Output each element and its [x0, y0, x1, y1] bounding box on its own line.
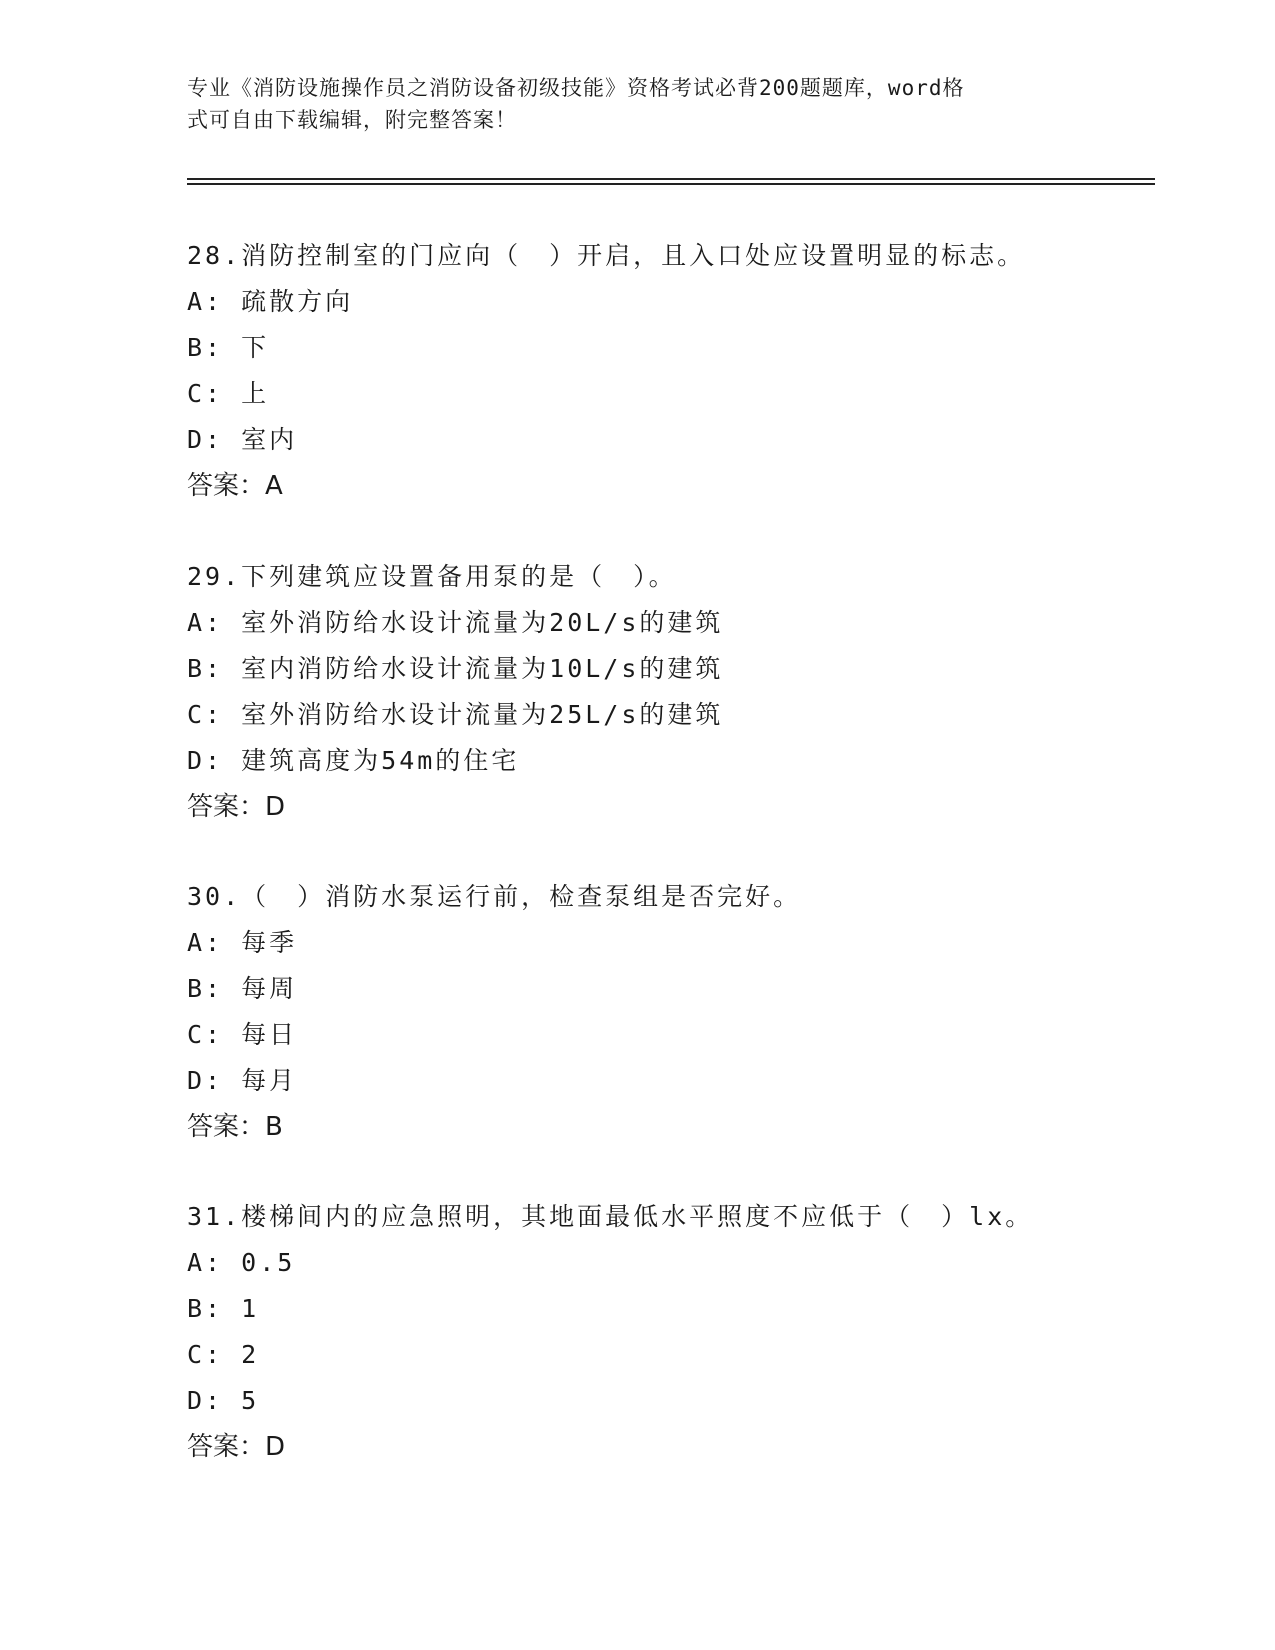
- option-c: C: 2: [187, 1340, 260, 1369]
- question-stem: 29.下列建筑应设置备用泵的是（ ）。: [187, 562, 677, 591]
- option-b: B: 1: [187, 1294, 260, 1323]
- header-line-2: 式可自由下载编辑，附完整答案！: [187, 108, 517, 132]
- option-a: A: 0.5: [187, 1248, 296, 1277]
- header-divider-top: [187, 178, 1155, 180]
- document-header: [187, 72, 1067, 136]
- question-stem: 31.楼梯间内的应急照明，其地面最低水平照度不应低于（ ）lx。: [187, 1202, 1034, 1231]
- option-a: A: 疏散方向: [187, 287, 354, 316]
- question-31: [187, 1194, 1137, 1470]
- option-b: B: 下: [187, 333, 270, 362]
- option-a: A: 每季: [187, 928, 298, 957]
- option-d: D: 5: [187, 1386, 260, 1415]
- option-c: C: 每日: [187, 1020, 298, 1049]
- header-line-1: 专业《消防设施操作员之消防设备初级技能》资格考试必背200题题库，word格: [187, 76, 965, 100]
- option-a: A: 室外消防给水设计流量为20L/s的建筑: [187, 608, 724, 637]
- header-divider-bottom: [187, 183, 1155, 185]
- option-d: D: 建筑高度为54m的住宅: [187, 746, 520, 775]
- answer-line: 答案：D: [187, 1432, 286, 1462]
- answer-line: 答案：D: [187, 792, 286, 822]
- option-c: C: 上: [187, 379, 270, 408]
- option-c: C: 室外消防给水设计流量为25L/s的建筑: [187, 700, 724, 729]
- question-29: [187, 554, 1137, 830]
- option-d: D: 室内: [187, 425, 298, 454]
- question-30: [187, 874, 1137, 1150]
- option-b: B: 室内消防给水设计流量为10L/s的建筑: [187, 654, 724, 683]
- answer-line: 答案：A: [187, 471, 283, 501]
- option-b: B: 每周: [187, 974, 298, 1003]
- question-stem: 30.（ ）消防水泵运行前，检查泵组是否完好。: [187, 882, 802, 911]
- option-d: D: 每月: [187, 1066, 298, 1095]
- answer-line: 答案：B: [187, 1112, 283, 1142]
- question-stem: 28.消防控制室的门应向（ ）开启，且入口处应设置明显的标志。: [187, 241, 1026, 270]
- question-28: [187, 233, 1137, 509]
